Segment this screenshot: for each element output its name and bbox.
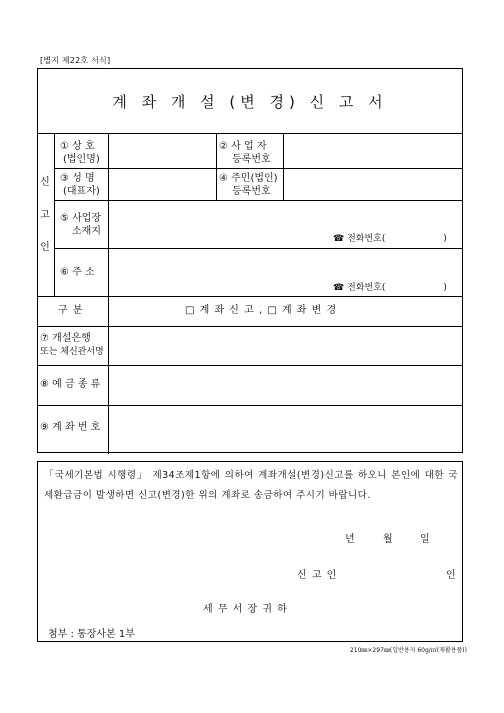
- deposit-type-label: ⑧ 예 금 종 류: [40, 379, 101, 390]
- applicant-side-label-2: 고: [40, 210, 50, 221]
- telephone-icon: ☎: [333, 283, 345, 293]
- business-name-field[interactable]: [109, 134, 214, 166]
- bank-sublabel: 또는 체신관서명: [40, 347, 104, 357]
- business-name-sublabel: (법인명): [63, 154, 100, 165]
- resident-reg-field[interactable]: [283, 168, 461, 199]
- statement-text: 「국세기본법 시행령」 제34조제1항에 의하여 계좌개설(변경)신고를 하오니 본인에 대한 국세환급금이 발생하면 신고(변경)한 위의 계좌로 송금하여 주시기 바랍니다.: [44, 470, 458, 501]
- business-reg-label: ② 사 업 자: [219, 141, 267, 152]
- resident-reg-label: ④ 주민(법인): [219, 173, 278, 184]
- business-phone-close: ): [443, 234, 447, 244]
- account-number-field[interactable]: [109, 405, 461, 451]
- representative-label: ③ 성 명: [60, 173, 95, 184]
- date-year: 년: [345, 534, 355, 545]
- business-name-label: ① 상 호: [60, 141, 95, 152]
- business-address-sublabel: 소재지: [72, 226, 101, 237]
- date-day: 일: [420, 534, 430, 545]
- attachment-note: 첨부 : 통장사본 1부: [48, 629, 135, 640]
- applicant-side-label-1: 신: [40, 177, 50, 188]
- seal-mark: 인: [446, 570, 456, 581]
- home-phone-label: 전화번호(: [347, 283, 386, 293]
- deposit-type-field[interactable]: [109, 365, 461, 403]
- division-options[interactable]: □ 계 좌 신 고 , □ 계 좌 변 경: [185, 305, 338, 316]
- home-phone-field[interactable]: [333, 280, 447, 293]
- business-reg-sublabel: 등록번호: [232, 154, 271, 165]
- representative-field[interactable]: [109, 168, 214, 199]
- form-title: 계 좌 개 설 (변 경) 신 고 서: [112, 93, 388, 111]
- representative-sublabel: (대표자): [63, 186, 100, 197]
- business-phone-field[interactable]: [333, 231, 447, 244]
- telephone-icon: ☎: [333, 234, 345, 244]
- bank-field[interactable]: [109, 326, 461, 363]
- bank-label: ⑦ 개설은행: [40, 333, 91, 344]
- resident-reg-sublabel: 등록번호: [232, 186, 271, 197]
- account-number-label: ⑨ 계 좌 번 호: [40, 422, 101, 433]
- form-number-label: [별지 제22호 서식]: [40, 56, 111, 65]
- business-reg-field[interactable]: [283, 134, 461, 166]
- addressee: 세 무 서 장 귀 하: [203, 604, 288, 615]
- applicant-side-label-3: 인: [40, 242, 50, 253]
- business-phone-label: 전화번호(: [347, 234, 386, 244]
- division-label: 구 분: [58, 305, 84, 316]
- date-month: 월: [383, 534, 393, 545]
- business-address-label: ⑤ 사업장: [60, 213, 102, 224]
- paper-spec: 210㎜×297㎜(일반용지 60g/㎡(재활용품)): [349, 647, 467, 654]
- address-label: ⑥ 주 소: [60, 267, 95, 278]
- home-phone-close: ): [443, 283, 447, 293]
- signer-label: 신 고 인: [297, 570, 338, 581]
